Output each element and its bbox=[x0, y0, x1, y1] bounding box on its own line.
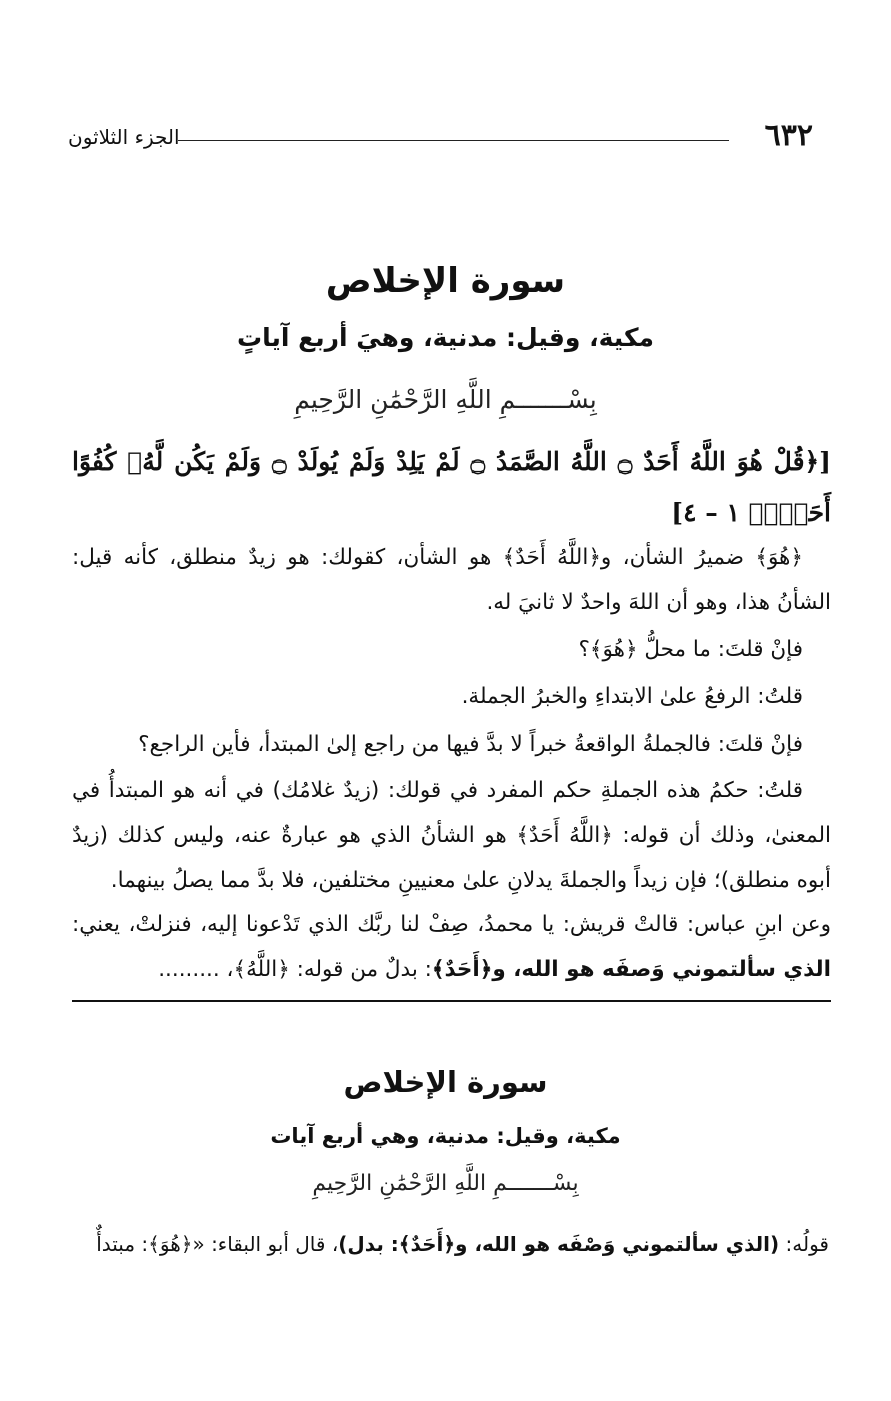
footnote-prefix: قولُه: bbox=[779, 1232, 829, 1256]
answer-paragraph: قلتُ: الرفعُ علىٰ الابتداءِ والخبرُ الجملة. bbox=[461, 684, 803, 709]
question-paragraph: فإنْ قلتَ: فالجملةُ الواقعةُ خبراً لا بدَّ فيها من راجع إلىٰ المبتدأ، فأين الراجع؟ bbox=[138, 732, 803, 757]
answer-paragraph: قلتُ: حكمُ هذه الجملةِ حكم المفرد في قولك: (زيدٌ غلامُك) في أنه هو المبتدأُ في المعنىٰ، وذلك أن قوله: ﴿اللَّهُ أَحَدٌ﴾ هو الشأنُ الذي هو عبارةٌ عنه، وليس كذلك (زيدٌ أبوه منطلق)؛ فإن زيداً والجملةَ يدلانِ علىٰ معنيينِ مختلفين، فلا بدَّ مما يصلُ بينهما. bbox=[72, 778, 831, 893]
footnote-suffix: ، قال أبو البقاء: «﴿هُوَ﴾: مبتدأٌ bbox=[96, 1232, 339, 1256]
page-header bbox=[68, 116, 813, 160]
footnote-separator bbox=[72, 1000, 831, 1002]
narration-emphasis: الذي سألتموني وَصفَه هو الله، و﴿أَحَدٌ﴾ bbox=[431, 957, 831, 982]
narration-paragraph bbox=[72, 902, 831, 992]
surah-title: سورة الإخلاص bbox=[325, 261, 566, 301]
footnote-surah-title: سورة الإخلاص bbox=[343, 1065, 548, 1099]
footnote-basmala: بِسْـــــــمِ اللَّهِ الرَّحْمَٰنِ الرَّحِيمِ bbox=[312, 1171, 579, 1196]
quran-verse: [﴿قُلْ هُوَ اللَّهُ أَحَدٌ ۝ اللَّهُ الصَّمَدُ ۝ لَمْ يَلِدْ وَلَمْ يُولَدْ ۝ وَلَمْ يَكُن لَّهُۥ كُفُوًا أَحَدٌۢ﴾ ١ – ٤] bbox=[72, 447, 832, 527]
surah-subtitle: مكية، وقيل: مدنية، وهيَ أربع آياتٍ bbox=[236, 323, 655, 352]
question-paragraph: فإنْ قلتَ: ما محلُّ ﴿هُوَ﴾؟ bbox=[578, 637, 803, 662]
commentary-paragraph: ﴿هُوَ﴾ ضميرُ الشأن، و﴿اللَّهُ أَحَدٌ﴾ هو الشأن، كقولك: هو زيدٌ منطلق، كأنه قيل: الشأنُ هذا، وهو أن اللهَ واحدٌ لا ثانيَ له. bbox=[72, 545, 831, 615]
running-title: الجزء الثلاثون bbox=[68, 125, 180, 149]
narration-text: وعن ابنِ عباس: قالتْ قريش: يا محمدُ، صِفْ لنا ربَّك الذي تَدْعونا إليه، فنزلتْ، يعني: bbox=[72, 912, 831, 937]
footnote-surah-subtitle: مكية، وقيل: مدنية، وهي أربع آيات bbox=[270, 1124, 621, 1148]
basmala-calligraphy: بِسْـــــــمِ اللَّهِ الرَّحْمَٰنِ الرَّحِيمِ bbox=[294, 385, 597, 414]
header-rule bbox=[178, 140, 729, 141]
footnote-text bbox=[72, 1224, 829, 1264]
footnote-emphasis: (الذي سألتموني وَصْفَه هو الله، و﴿أَحَدٌ﴾: بدل) bbox=[338, 1232, 780, 1256]
page-number: ٦٣٢ bbox=[764, 118, 813, 153]
narration-text-end: : بدلٌ من قوله: ﴿اللَّهُ﴾، ......... bbox=[158, 957, 432, 982]
